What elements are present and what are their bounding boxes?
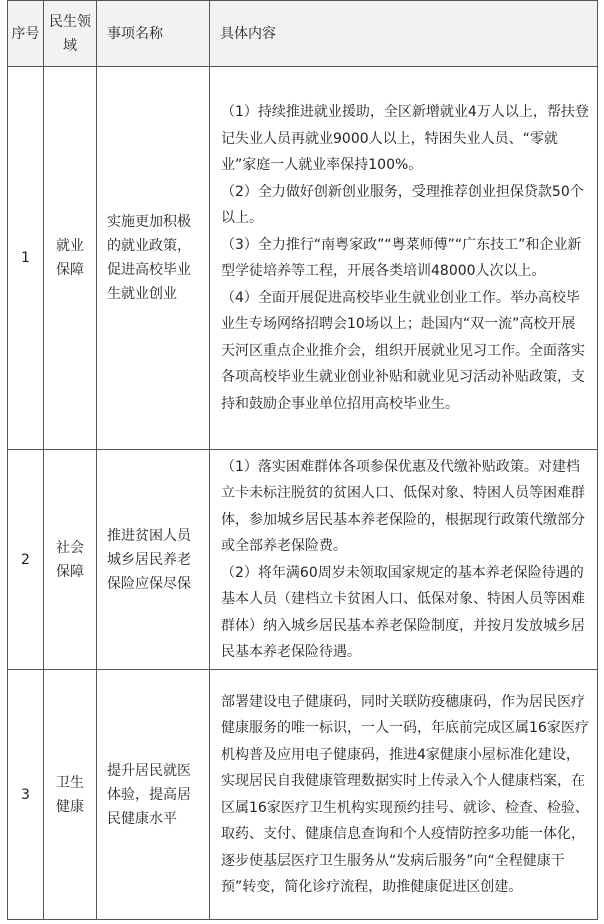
header-area: 民生领域 [44, 1, 97, 67]
table-row [8, 67, 598, 450]
row-area: 社会保障 [44, 450, 97, 670]
header-item: 事项名称 [97, 1, 210, 67]
table-header [8, 1, 598, 67]
row-number: 1 [8, 67, 44, 450]
livelihood-table [7, 0, 598, 920]
row-content [210, 67, 598, 450]
content-paragraph: （4）全面开展促进高校毕业生就业创业工作。举办高校毕业生专场网络招聘会10场以上；赴国内“双一流”高校开展天河区重点企业推介会，组织开展就业见习工作。全面落实各项高校毕业生就业创业补贴和就业见习活动补贴政策，支持和鼓励企事业单位招用高校毕业生。 [221, 289, 585, 412]
header-content: 具体内容 [210, 1, 598, 67]
row-content [210, 670, 598, 920]
content-paragraph: （3）全力推行“南粤家政”“粤菜师傅”“广东技工”和企业新型学徒培养等工程，开展各类培训48000人次以上。 [221, 236, 582, 279]
row-item: 推进贫困人员城乡居民养老保险应保尽保 [97, 450, 210, 670]
table-row [8, 450, 598, 670]
header-row [8, 1, 598, 67]
content-paragraph: （1）持续推进就业援助，全区新增就业4万人以上，帮扶登记失业人员再就业9000人以上，特困失业人员、“零就业”家庭一人就业率保持100%。 [221, 104, 589, 173]
header-no: 序号 [8, 1, 44, 67]
row-item: 实施更加积极的就业政策，促进高校毕业生就业创业 [97, 67, 210, 450]
content-paragraph: （1）落实困难群体各项参保优惠及代缴补贴政策。对建档立卡未标注脱贫的贫困人口、低保对象、特困人员等困难群体，参加城乡居民基本养老保险的，根据现行政策代缴部分或全部养老保险费。 [221, 458, 585, 554]
row-number: 3 [8, 670, 44, 920]
row-item: 提升居民就医体验，提高居民健康水平 [97, 670, 210, 920]
row-area: 就业保障 [44, 67, 97, 450]
content-paragraph: 部署建设电子健康码，同时关联防疫穗康码，作为居民医疗健康服务的唯一标识，一人一码，年底前完成区属16家医疗机构普及应用电子健康码，推进4家健康小屋标准化建设，实现居民自我健康管理数据实时上传录入个人健康档案，在区属16家医疗卫生机构实现预约挂号、就诊、检查、检验、取药、支付、健康信息查询和个人疫情防控多功能一体化，逐步使基层医疗卫生服务从“发病后服务”向“全程健康干预”转变，简化诊疗流程，助推健康促进区创建。 [221, 693, 589, 895]
row-content [210, 450, 598, 670]
row-number: 2 [8, 450, 44, 670]
content-paragraph: （2）全力做好创新创业服务，受理推荐创业担保贷款50个以上。 [221, 183, 584, 226]
row-area: 卫生健康 [44, 670, 97, 920]
table-row [8, 670, 598, 920]
content-paragraph: （2）将年满60周岁未领取国家规定的基本养老保险待遇的基本人员（建档立卡贫困人口、低保对象、特困人员等困难群体）纳入城乡居民基本养老保险制度，并按月发放城乡居民基本养老保险待遇。 [221, 564, 585, 660]
table-body [8, 67, 598, 920]
